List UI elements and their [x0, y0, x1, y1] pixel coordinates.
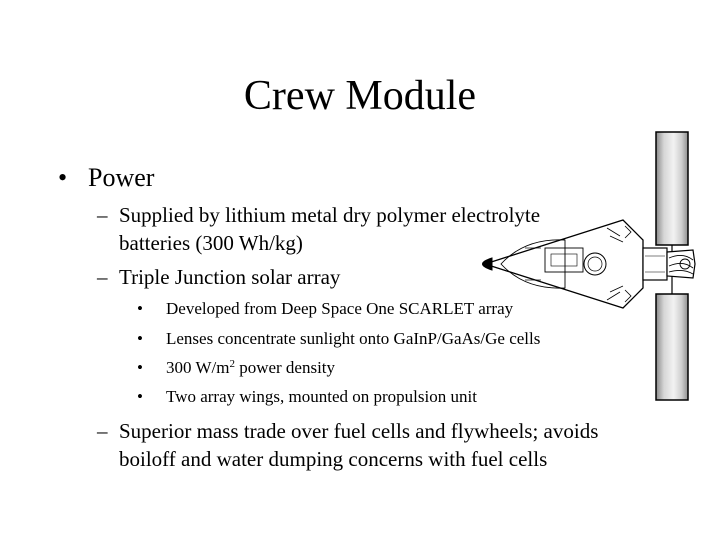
- sub-item-power-density: 300 $W/m^2$ power density: [166, 358, 336, 377]
- item-batteries-line1: Supplied by lithium metal dry polymer electrolyte: [119, 203, 541, 227]
- solar-panel-upper: [656, 132, 688, 245]
- sub-bullet-marker: •: [137, 387, 143, 406]
- sub-item-array-wings: Two array wings, mounted on propulsion unit: [166, 387, 477, 406]
- sub-bullet-marker: •: [137, 329, 143, 348]
- spacecraft-diagram-icon: [455, 130, 705, 410]
- dash-marker: –: [97, 265, 108, 289]
- crew-module-body: [485, 220, 643, 308]
- dash-marker: –: [97, 203, 108, 227]
- item-batteries-line2: batteries (300 Wh/kg): [119, 231, 303, 255]
- dash-marker: –: [97, 419, 108, 443]
- solar-panel-lower: [656, 294, 688, 400]
- bullet-marker: •: [58, 163, 68, 192]
- sub-bullet-marker: •: [137, 358, 143, 377]
- item-mass-trade-line1: Superior mass trade over fuel cells and flywheels; avoids: [119, 419, 599, 443]
- slide-title: Crew Module: [243, 73, 477, 119]
- propulsion-unit: [643, 248, 667, 280]
- item-solar-array: Triple Junction solar array: [119, 265, 341, 289]
- bullet-power: Power: [88, 163, 155, 192]
- sub-bullet-marker: •: [137, 299, 143, 318]
- sub-item-lenses: Lenses concentrate sunlight onto GaInP/GaAs/Ge cells: [166, 329, 541, 348]
- sub-item-scarlet: Developed from Deep Space One SCARLET array: [166, 299, 514, 318]
- item-mass-trade-line2: boiloff and water dumping concerns with fuel cells: [119, 447, 548, 471]
